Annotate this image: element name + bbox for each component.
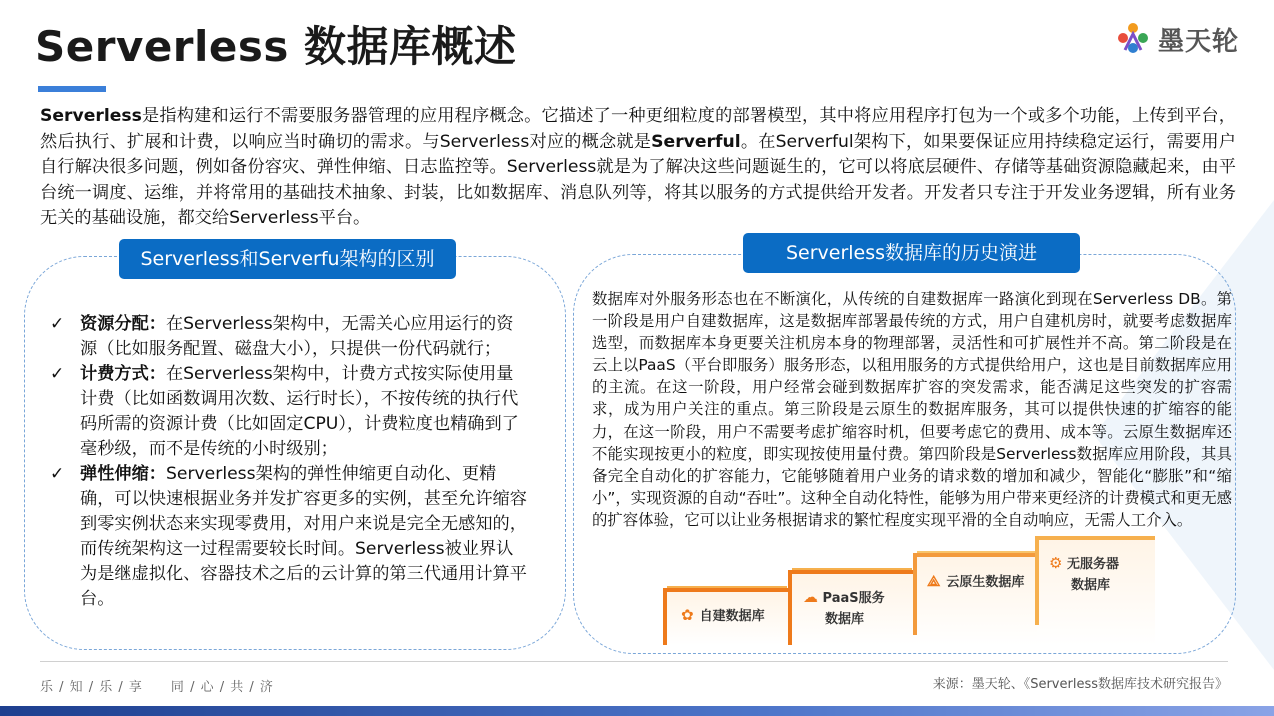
list-item — [50, 462, 530, 612]
item-text: 在Serverless架构中，计费方式按实际使用量计费（比如函数调用次数、运行时长），不按传统的执行代码所需的资源计费（比如固定CPU），计费粒度也精确到了毫秒级，而不是传统的小时级别； — [80, 364, 519, 459]
architecture-diff-list — [50, 312, 530, 612]
motianlun-logo-icon — [1114, 20, 1152, 58]
step-self-built-db — [681, 605, 765, 624]
step-label: 无服务器 — [1066, 557, 1119, 572]
item-label: 计费方式： — [80, 364, 166, 384]
item-label: 资源分配： — [80, 314, 166, 334]
logo-text: 墨天轮 — [1158, 26, 1240, 57]
list-item — [50, 362, 530, 462]
history-text: 数据库对外服务形态也在不断演化，从传统的自建数据库一路演化到现在Serverless DB。第一阶段是用户自建数据库，这是数据库部署最传统的方式，用户自建机房时，就要考虑数据库选型，而数据库本身更要关注机房本身的物理部署，灵活性和可扩展性并不高。第二阶段是在云上以PaaS（平台即服务）服务形态，以租用服务的方式提供给用户，这也是目前数据库应用的主流。在这一阶段，用户经常会碰到数据库扩容的突发需求，能否满足这些突发的扩容需求，成为用户关注的重点。第三阶段是云原生的数据库服务，其可以提供快速的扩缩容的能力，在这一阶段，用户不需要考虑扩缩容时机，但要考虑它的费用、成本等。云原生数据库还不能实现按更小的粒度，即实现按使用量付费。第四阶段是Serverless数据库应用阶段，其具备完全自动化的扩容能力，它能够随着用户业务的请求数的增加和减少，智能化“膨胀”和“缩小”，实现资源的自动“吞吐”。这种全自动化特性，能够为用户带来更经济的计费模式和更无感的扩容体验，它可以让业务根据请求的繁忙程度实现平滑的全自动响应，无需人工介入。 — [592, 290, 1232, 529]
check-icon: ✓ — [50, 314, 65, 334]
intro-text-1: 是指构建和运行不需要服务器管理的应用程序概念。它描述了一种更细粒度的部署模型，其中将应用程序打包为一个或多个功能，上传到平台，然后执行、扩展和计费，以响应当时确切的需求。与Serverless对应的概念就是 — [40, 106, 1236, 152]
step-cloud-native-db — [927, 571, 1024, 590]
intro-term-serverful: Serverful — [651, 131, 741, 152]
step-paas-db — [803, 587, 885, 627]
item-text: Serverless架构的弹性伸缩更自动化、更精确，可以快速根据业务并发扩容更多的实例，甚至允许缩容到零实例状态来实现零费用，对用户来说是完全无感知的，而传统架构这一过程需要较长时间。Serverless被业界认为是继虚拟化、容器技术之后的云计算的第三代通用计算平台。 — [80, 464, 527, 609]
step-serverless-db — [1049, 553, 1119, 593]
footer-slogan: 乐 / 知 / 乐 / 享 同 / 心 / 共 / 济 — [40, 680, 274, 695]
check-icon: ✓ — [50, 364, 65, 384]
architecture-diff-heading: Serverless和Serverfu架构的区别 — [119, 239, 456, 279]
gear-icon: ✿ — [681, 605, 694, 624]
footer-source: 来源：墨天轮、《Serverless数据库技术研究报告》 — [932, 677, 1228, 692]
history-heading: Serverless数据库的历史演进 — [743, 233, 1080, 273]
step-label: 云原生数据库 — [946, 575, 1025, 590]
bottom-color-bar — [0, 706, 1274, 716]
step-label-line2: 数据库 — [825, 612, 865, 627]
footer-divider — [40, 661, 1228, 662]
intro-text-2: 。在Serverful架构下，如果要保证应用持续稳定运行，需要用户自行解决很多问题，例如备份容灾、弹性伸缩、日志监控等。Serverless就是为了解决这些问题诞生的，它可以将底层硬件、存储等基础资源隐藏起来，由平台统一调度、运维，并将常用的基础技术抽象、封装，比如数据库、消息队列等，将其以服务的方式提供给开发者。开发者只专注于开发业务逻辑，所有业务无关的基础设施，都交给Serverless平台。 — [40, 131, 1236, 228]
step-label: PaaS服务 — [822, 591, 885, 606]
cloud-native-icon: ⟁ — [927, 571, 941, 590]
page-title: Serverless 数据库概述 — [35, 22, 517, 71]
intro-term-serverless: Serverless — [40, 106, 142, 126]
evolution-staircase — [655, 535, 1165, 650]
item-label: 弹性伸缩： — [80, 464, 166, 484]
step-label-line2: 数据库 — [1071, 578, 1111, 593]
title-underline — [38, 86, 106, 92]
brand-logo — [1114, 20, 1239, 58]
serverless-icon: ⚙ — [1049, 554, 1063, 572]
cloud-service-icon: ☁ — [803, 588, 818, 606]
step-label: 自建数据库 — [699, 609, 765, 624]
list-item — [50, 312, 530, 362]
check-icon: ✓ — [50, 464, 65, 484]
item-text: 在Serverless架构中，无需关心应用运行的资源（比如服务配置、磁盘大小），只提供一份代码就行； — [80, 314, 514, 359]
